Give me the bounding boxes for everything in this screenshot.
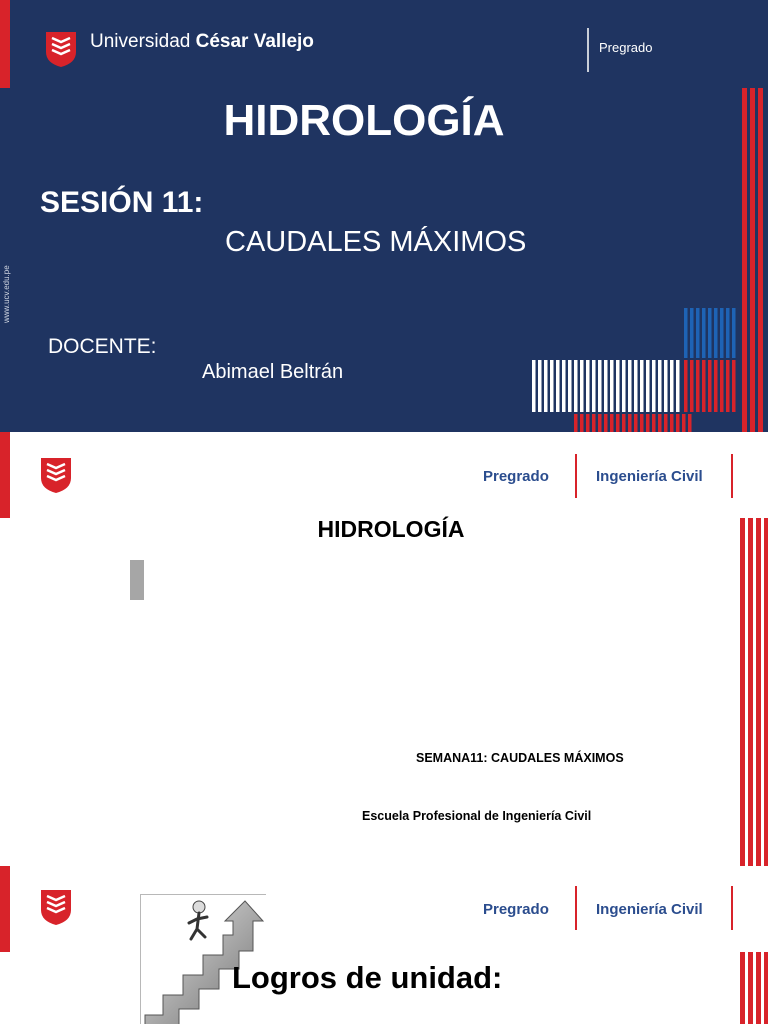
right-red-stripes xyxy=(738,518,768,866)
nav-divider xyxy=(731,886,733,930)
decorative-stripes xyxy=(520,80,768,432)
nav-divider xyxy=(731,454,733,498)
slide-heading: HIDROLOGÍA xyxy=(317,516,465,542)
header-divider xyxy=(587,28,589,72)
docente-label: DOCENTE: xyxy=(48,335,157,358)
school-name: Escuela Profesional de Ingeniería Civil xyxy=(362,809,592,823)
red-edge-bar xyxy=(0,0,10,88)
ucv-logo-icon xyxy=(39,456,73,494)
university-name: Universidad César Vallejo xyxy=(90,31,314,52)
week-title: SEMANA11: CAUDALES MÁXIMOS xyxy=(416,751,624,765)
nav-pregrado[interactable]: Pregrado xyxy=(483,901,549,918)
nav-ingenieria-civil[interactable]: Ingeniería Civil xyxy=(596,901,703,918)
ucv-logo-icon xyxy=(44,30,78,68)
stairs-image-frame xyxy=(140,894,266,1024)
docente-name: Abimael Beltrán xyxy=(202,361,344,383)
red-edge-bar xyxy=(0,432,10,518)
gray-marker xyxy=(130,560,144,600)
session-number: SESIÓN 11: xyxy=(40,186,204,219)
title-slide xyxy=(0,0,768,432)
ucv-logo-icon xyxy=(39,888,73,926)
course-slide xyxy=(0,432,768,866)
achievements-slide xyxy=(0,866,768,1024)
slide-heading: Logros de unidad: xyxy=(232,960,503,995)
nav-pregrado[interactable]: Pregrado xyxy=(483,468,549,485)
nav-divider xyxy=(575,886,577,930)
session-topic: CAUDALES MÁXIMOS xyxy=(225,226,527,258)
website-url: www.ucv.edu.pe xyxy=(2,265,11,323)
course-title: HIDROLOGÍA xyxy=(223,96,505,145)
red-edge-bar xyxy=(0,866,10,952)
nav-divider xyxy=(575,454,577,498)
nav-ingenieria-civil[interactable]: Ingeniería Civil xyxy=(596,468,703,485)
header-pregrado-link[interactable]: Pregrado xyxy=(599,40,653,55)
right-red-stripes xyxy=(738,952,768,1024)
